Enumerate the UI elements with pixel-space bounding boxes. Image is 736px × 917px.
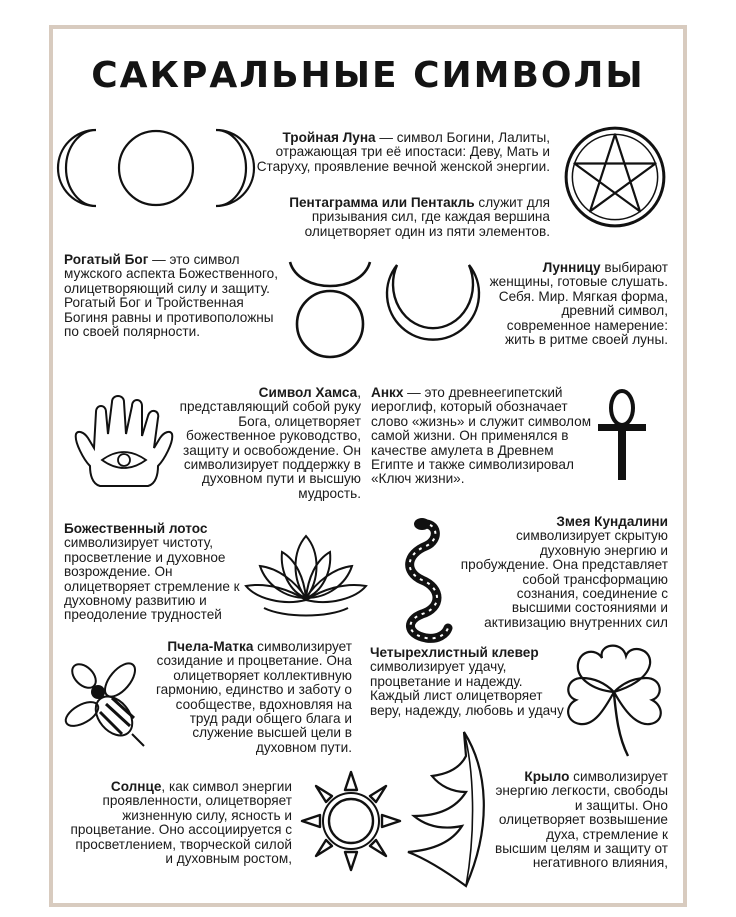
horned-god-icon (287, 256, 373, 364)
triple-moon-icon (68, 128, 244, 208)
hamsa-icon (70, 390, 178, 498)
wing-icon (404, 730, 496, 890)
ankh-text: Анкх — это древнеегипетский иероглиф, который обозначает слово «жизнь» и служит символом самой жизни. Он применялся в качестве амулета в Древнем Египте и также символизировал «Ключ жизни». (371, 385, 592, 487)
wing-text: Крыло символизирует энергию легкости, свободы и защиты. Оно олицетворяет возвышение духа, стремление к высшим целям и защиту от негативного влияния, (495, 769, 668, 871)
kundalini-text: Змея Кундалини символизирует скрытую духовную энергию и пробуждение. Она представляет собой трансформацию сознания, соединение с высшими состояниями и активизацию внутренних сил (460, 514, 668, 630)
lotus-text: Божественный лотос символизирует чистоту, просветление и духовное возрождение. Он олицетворяет стремление к духовному развитию и преодоление трудностей (64, 521, 240, 623)
ankh-icon (596, 388, 648, 482)
sun-text: Солнце, как символ энергии проявленности, олицетворяет жизненную силу, ясность и процветание. Оно ассоциируется с просветлением, творческой силой и духовным ростом, (70, 779, 292, 867)
bee-icon (60, 652, 160, 752)
queen-bee-text: Пчела-Матка символизирует созидание и процветание. Она олицетворяет коллективную гармонию, единство и заботу о сообществе, вдохновляя на труд ради общего блага и служение высшей цели в духовном пути. (156, 639, 352, 755)
pentagram-icon (563, 125, 667, 229)
sun-icon (300, 770, 402, 872)
hamsa-text: Символ Хамса, представляющий собой руку Бога, олицетворяет божественное руководство, защиту и освобождение. Он символизирует поддержку в духовном пути и высшую мудрость. (179, 385, 361, 501)
lunula-text: Лунницу выбирают женщины, готовые слушать. Себя. Мир. Мягкая форма, древний символ, современное намерение: жить в ритме своей луны. (489, 260, 668, 348)
page-title: САКРАЛЬНЫЕ СИМВОЛЫ (91, 55, 645, 96)
lunula-icon (381, 262, 485, 354)
triple-moon-text: Тройная Луна — символ Богини, Лалиты, отражающая три её ипостаси: Деву, Мать и Старуху, проявление вечной женской энергии. (256, 130, 550, 174)
pentagram-text: Пентаграмма или Пентакль служит для призывания сил, где каждая вершина олицетворяет один из пяти элементов. (289, 195, 550, 239)
clover-text: Четырехлистный клевер символизирует удачу, процветание и надежду. Каждый лист олицетворяет веру, надежду, любовь и удачу (370, 645, 564, 718)
horned-god-text: Рогатый Бог — это символ мужского аспекта Божественного, олицетворяющий силу и защиту. Рогатый Бог и Тройственная Богиня равны и противоположны по своей полярности. (64, 252, 278, 340)
clover-icon (562, 640, 666, 758)
snake-icon (392, 516, 458, 648)
lotus-icon (244, 532, 368, 622)
